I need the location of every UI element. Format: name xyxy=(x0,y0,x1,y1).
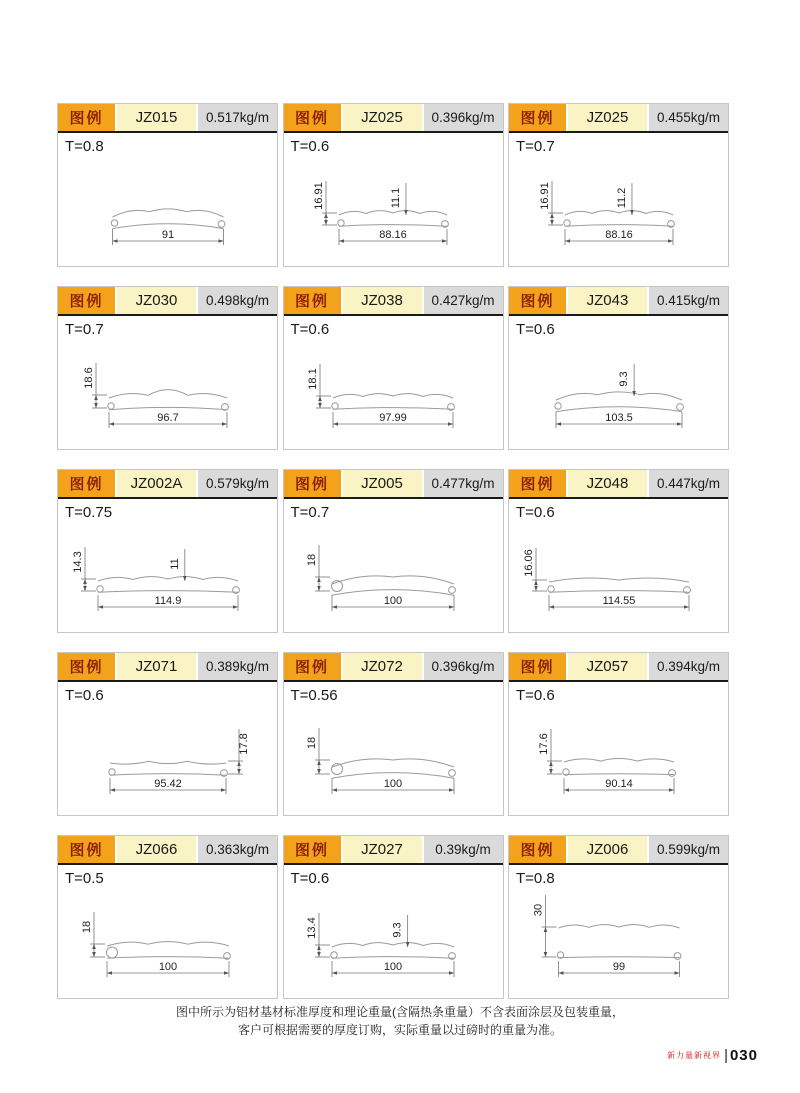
svg-text:100: 100 xyxy=(383,778,403,790)
model-code: JZ038 xyxy=(341,287,422,314)
weight-per-meter: 0.579kg/m xyxy=(196,470,277,497)
weight-per-meter: 0.389kg/m xyxy=(196,653,277,680)
page-footer xyxy=(667,1046,758,1064)
footer-note xyxy=(0,1003,800,1039)
model-code: JZ025 xyxy=(341,104,422,131)
model-code: JZ030 xyxy=(115,287,196,314)
card-header xyxy=(284,653,503,682)
weight-per-meter: 0.427kg/m xyxy=(422,287,503,314)
profile-cross-section-drawing xyxy=(284,698,503,812)
profile-cross-section-drawing xyxy=(284,515,503,629)
legend-label: 图例 xyxy=(509,104,566,131)
svg-text:114.9: 114.9 xyxy=(154,595,181,607)
profile-card xyxy=(283,835,504,999)
card-header xyxy=(284,836,503,865)
card-body xyxy=(509,865,728,998)
weight-per-meter: 0.517kg/m xyxy=(196,104,277,131)
svg-text:18.1: 18.1 xyxy=(307,368,319,390)
legend-label: 图例 xyxy=(58,653,115,680)
profile-card xyxy=(283,286,504,450)
card-header xyxy=(58,653,277,682)
profile-cross-section-drawing xyxy=(509,332,728,446)
svg-text:97.99: 97.99 xyxy=(379,412,407,424)
svg-text:90.14: 90.14 xyxy=(604,778,633,790)
card-body xyxy=(58,682,277,815)
weight-per-meter: 0.498kg/m xyxy=(196,287,277,314)
profile-card xyxy=(508,286,729,450)
model-code: JZ043 xyxy=(566,287,647,314)
card-header xyxy=(284,287,503,316)
card-header xyxy=(58,104,277,133)
thickness-label: T=0.6 xyxy=(516,687,555,704)
svg-text:18: 18 xyxy=(306,736,318,750)
svg-text:91: 91 xyxy=(161,229,174,241)
svg-text:16.91: 16.91 xyxy=(538,182,551,210)
profile-card xyxy=(57,103,278,267)
card-body xyxy=(509,499,728,632)
profile-cross-section-drawing xyxy=(284,881,503,995)
svg-text:99: 99 xyxy=(612,961,625,973)
svg-text:13.4: 13.4 xyxy=(306,917,318,939)
svg-text:88.16: 88.16 xyxy=(604,229,633,241)
weight-per-meter: 0.455kg/m xyxy=(647,104,728,131)
card-header xyxy=(509,836,728,865)
svg-text:14.3: 14.3 xyxy=(71,551,84,573)
card-header xyxy=(58,287,277,316)
svg-text:16.06: 16.06 xyxy=(522,549,535,577)
profile-card xyxy=(57,286,278,450)
footer-note-line1: 图中所示为铝材基材标准厚度和理论重量(含隔热条重量）不含表面涂层及包装重量， xyxy=(176,1005,624,1019)
model-code: JZ057 xyxy=(566,653,647,680)
legend-label: 图例 xyxy=(58,836,115,863)
legend-label: 图例 xyxy=(284,836,341,863)
profile-card xyxy=(283,652,504,816)
thickness-label: T=0.5 xyxy=(65,870,104,887)
svg-text:11: 11 xyxy=(168,558,181,570)
svg-text:9.3: 9.3 xyxy=(617,371,630,387)
card-body xyxy=(509,682,728,815)
profile-card xyxy=(508,469,729,633)
footer-note-line2: 客户可根据需要的厚度订购，实际重量以过磅时的重量为准。 xyxy=(237,1023,562,1037)
legend-label: 图例 xyxy=(284,104,341,131)
thickness-label: T=0.8 xyxy=(65,138,104,155)
card-header xyxy=(58,470,277,499)
weight-per-meter: 0.415kg/m xyxy=(647,287,728,314)
svg-text:11.1: 11.1 xyxy=(389,187,402,209)
profile-card-grid xyxy=(57,103,729,999)
legend-label: 图例 xyxy=(509,287,566,314)
profile-cross-section-drawing xyxy=(58,515,277,629)
svg-text:17.6: 17.6 xyxy=(537,733,550,755)
profile-cross-section-drawing xyxy=(509,515,728,629)
profile-cross-section-drawing xyxy=(509,149,728,263)
model-code: JZ015 xyxy=(115,104,196,131)
legend-label: 图例 xyxy=(509,836,566,863)
profile-card xyxy=(283,469,504,633)
profile-cross-section-drawing xyxy=(509,698,728,812)
weight-per-meter: 0.396kg/m xyxy=(422,653,503,680)
card-header xyxy=(509,470,728,499)
card-body xyxy=(284,316,503,449)
thickness-label: T=0.6 xyxy=(516,504,555,521)
card-header xyxy=(58,836,277,865)
thickness-label: T=0.56 xyxy=(290,687,338,704)
model-code: JZ027 xyxy=(341,836,422,863)
card-header xyxy=(284,104,503,133)
svg-text:11.2: 11.2 xyxy=(615,187,628,209)
legend-label: 图例 xyxy=(58,104,115,131)
card-header xyxy=(509,104,728,133)
brand-tagline: 新力量新视界 xyxy=(667,1050,722,1060)
thickness-label: T=0.6 xyxy=(516,321,555,338)
legend-label: 图例 xyxy=(58,470,115,497)
legend-label: 图例 xyxy=(509,470,566,497)
model-code: JZ005 xyxy=(341,470,422,497)
card-body xyxy=(58,133,277,266)
legend-label: 图例 xyxy=(58,287,115,314)
profile-card xyxy=(508,652,729,816)
legend-label: 图例 xyxy=(284,287,341,314)
svg-text:30: 30 xyxy=(532,903,544,917)
weight-per-meter: 0.394kg/m xyxy=(647,653,728,680)
thickness-label: T=0.8 xyxy=(516,870,555,887)
weight-per-meter: 0.599kg/m xyxy=(647,836,728,863)
card-body xyxy=(284,133,503,266)
profile-cross-section-drawing xyxy=(284,149,503,263)
svg-text:100: 100 xyxy=(383,595,403,607)
card-body xyxy=(509,316,728,449)
svg-text:114.55: 114.55 xyxy=(602,595,635,607)
page-number: 030 xyxy=(729,1046,758,1064)
profile-cross-section-drawing xyxy=(58,698,277,812)
profile-card xyxy=(57,652,278,816)
thickness-label: T=0.7 xyxy=(290,504,330,521)
thickness-label: T=0.6 xyxy=(65,687,104,704)
profile-card xyxy=(57,469,278,633)
model-code: JZ025 xyxy=(566,104,647,131)
profile-card xyxy=(283,103,504,267)
weight-per-meter: 0.447kg/m xyxy=(647,470,728,497)
thickness-label: T=0.7 xyxy=(516,138,555,155)
profile-cross-section-drawing xyxy=(509,881,728,995)
weight-per-meter: 0.39kg/m xyxy=(422,836,503,863)
card-body xyxy=(58,499,277,632)
weight-per-meter: 0.396kg/m xyxy=(422,104,503,131)
svg-text:18: 18 xyxy=(80,920,93,934)
card-body xyxy=(509,133,728,266)
svg-text:16.91: 16.91 xyxy=(313,182,325,210)
svg-text:96.7: 96.7 xyxy=(156,412,179,424)
card-body xyxy=(284,499,503,632)
profile-cross-section-drawing xyxy=(58,149,277,263)
card-body xyxy=(58,865,277,998)
thickness-label: T=0.6 xyxy=(290,321,330,338)
model-code: JZ072 xyxy=(341,653,422,680)
svg-text:9.3: 9.3 xyxy=(391,922,404,938)
card-body xyxy=(284,865,503,998)
thickness-label: T=0.6 xyxy=(290,138,330,155)
svg-text:17.8: 17.8 xyxy=(237,733,250,755)
profile-cross-section-drawing xyxy=(58,332,277,446)
profile-cross-section-drawing xyxy=(58,881,277,995)
model-code: JZ048 xyxy=(566,470,647,497)
profile-card xyxy=(508,103,729,267)
card-body xyxy=(58,316,277,449)
profile-card xyxy=(57,835,278,999)
model-code: JZ071 xyxy=(115,653,196,680)
svg-text:95.42: 95.42 xyxy=(153,778,182,790)
thickness-label: T=0.6 xyxy=(290,870,330,887)
legend-label: 图例 xyxy=(509,653,566,680)
profile-card xyxy=(508,835,729,999)
thickness-label: T=0.75 xyxy=(65,504,113,521)
card-body xyxy=(284,682,503,815)
legend-label: 图例 xyxy=(284,470,341,497)
card-header xyxy=(284,470,503,499)
svg-text:88.16: 88.16 xyxy=(379,229,407,241)
svg-text:18: 18 xyxy=(306,553,318,567)
svg-text:103.5: 103.5 xyxy=(604,412,633,424)
svg-text:100: 100 xyxy=(383,961,403,973)
model-code: JZ066 xyxy=(115,836,196,863)
model-code: JZ006 xyxy=(566,836,647,863)
model-code: JZ002A xyxy=(115,470,196,497)
card-header xyxy=(509,653,728,682)
svg-text:18.6: 18.6 xyxy=(82,367,95,389)
profile-cross-section-drawing xyxy=(284,332,503,446)
thickness-label: T=0.7 xyxy=(65,321,104,338)
legend-label: 图例 xyxy=(284,653,341,680)
weight-per-meter: 0.477kg/m xyxy=(422,470,503,497)
svg-text:100: 100 xyxy=(158,961,177,973)
footer-divider: | xyxy=(724,1046,728,1064)
card-header xyxy=(509,287,728,316)
weight-per-meter: 0.363kg/m xyxy=(196,836,277,863)
